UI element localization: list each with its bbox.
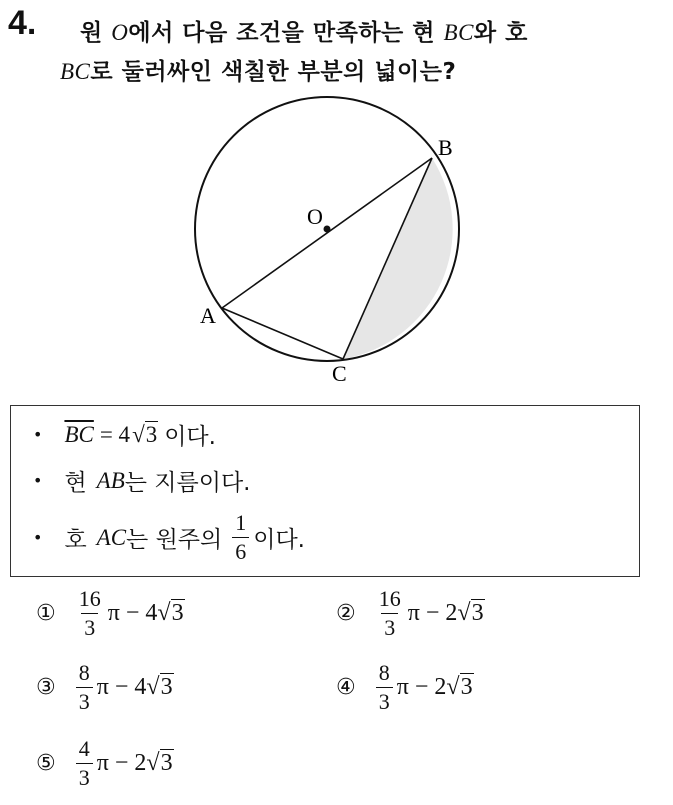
- condition-tail: 이다.: [253, 527, 305, 553]
- denominator: 3: [76, 763, 93, 789]
- choice-mark: ①: [36, 601, 56, 626]
- arc-name: AC: [96, 524, 127, 550]
- fraction: [76, 662, 93, 713]
- shaded-region: [343, 158, 453, 359]
- label-c: C: [332, 361, 347, 386]
- denominator: 3: [376, 687, 393, 713]
- radicand: 3: [145, 421, 158, 447]
- radicand: 3: [471, 600, 484, 626]
- sqrt: √3: [457, 600, 484, 626]
- label-b: B: [438, 135, 453, 160]
- radicand: 3: [171, 600, 184, 626]
- numerator: 4: [78, 736, 90, 761]
- condition-pre: 현: [64, 470, 87, 496]
- choice-mark: ②: [336, 601, 356, 626]
- condition-pre: 호: [64, 527, 87, 553]
- choice-mark: ④: [336, 675, 356, 700]
- choice-3[interactable]: [36, 662, 174, 713]
- numerator: 8: [78, 660, 90, 685]
- fraction: [376, 662, 393, 713]
- radicand: 3: [160, 674, 173, 700]
- question-number: 4.: [8, 4, 37, 42]
- denominator: 6: [232, 537, 249, 563]
- question-var: BC: [443, 20, 474, 45]
- condition-1: [33, 418, 216, 451]
- choice-mark: ③: [36, 675, 56, 700]
- denominator: 3: [76, 687, 93, 713]
- fraction: [76, 738, 93, 789]
- question-text: 로 둘러싸인 색칠한 부분의 넓이는?: [90, 59, 457, 85]
- numerator: 16: [78, 586, 101, 611]
- question-text: 와 호: [473, 20, 528, 46]
- condition-2: [33, 464, 250, 497]
- choice-mid: π − 2: [396, 674, 447, 700]
- segment-bc: $\overline{BC}$: [64, 421, 94, 447]
- bullet: •: [33, 528, 43, 547]
- center-point: [324, 226, 331, 233]
- condition-3: [33, 512, 305, 563]
- numerator: 8: [378, 660, 390, 685]
- equals-value: = 4: [99, 421, 131, 447]
- question-var: BC: [60, 59, 91, 84]
- sqrt: √3: [132, 421, 158, 447]
- chord-ac: [222, 308, 343, 359]
- fraction: [376, 588, 404, 639]
- bullet: •: [33, 471, 43, 490]
- question-text: 에서 다음 조건을 만족하는 현: [128, 20, 436, 46]
- sqrt: √3: [157, 600, 184, 626]
- question-var: O: [111, 20, 129, 45]
- choice-1[interactable]: [36, 588, 185, 639]
- fraction: [232, 512, 249, 563]
- condition-tail: 는 지름이다.: [124, 470, 251, 496]
- numerator: 16: [378, 586, 401, 611]
- choice-mid: π − 4: [107, 600, 158, 626]
- radicand: 3: [460, 674, 473, 700]
- radicand: 3: [160, 750, 173, 776]
- chord-name: AB: [96, 467, 125, 493]
- choice-5[interactable]: [36, 738, 174, 789]
- condition-mid: 는 원주의: [126, 527, 223, 553]
- label-a: A: [200, 303, 216, 328]
- bullet: •: [33, 425, 43, 444]
- choice-mark: ⑤: [36, 751, 56, 776]
- choice-4[interactable]: [336, 662, 474, 713]
- choice-2[interactable]: [336, 588, 485, 639]
- numerator: 1: [235, 510, 247, 535]
- label-o: O: [307, 204, 323, 229]
- denominator: 3: [81, 613, 98, 639]
- choice-mid: π − 2: [96, 750, 147, 776]
- sqrt: √3: [146, 674, 173, 700]
- choice-mid: π − 2: [407, 600, 458, 626]
- sqrt: √3: [146, 750, 173, 776]
- sqrt: √3: [446, 674, 473, 700]
- choice-mid: π − 4: [96, 674, 147, 700]
- question-text: 원: [80, 20, 103, 46]
- denominator: 3: [381, 613, 398, 639]
- condition-tail: 이다.: [164, 424, 216, 450]
- fraction: [76, 588, 104, 639]
- circle-figure: [0, 0, 673, 400]
